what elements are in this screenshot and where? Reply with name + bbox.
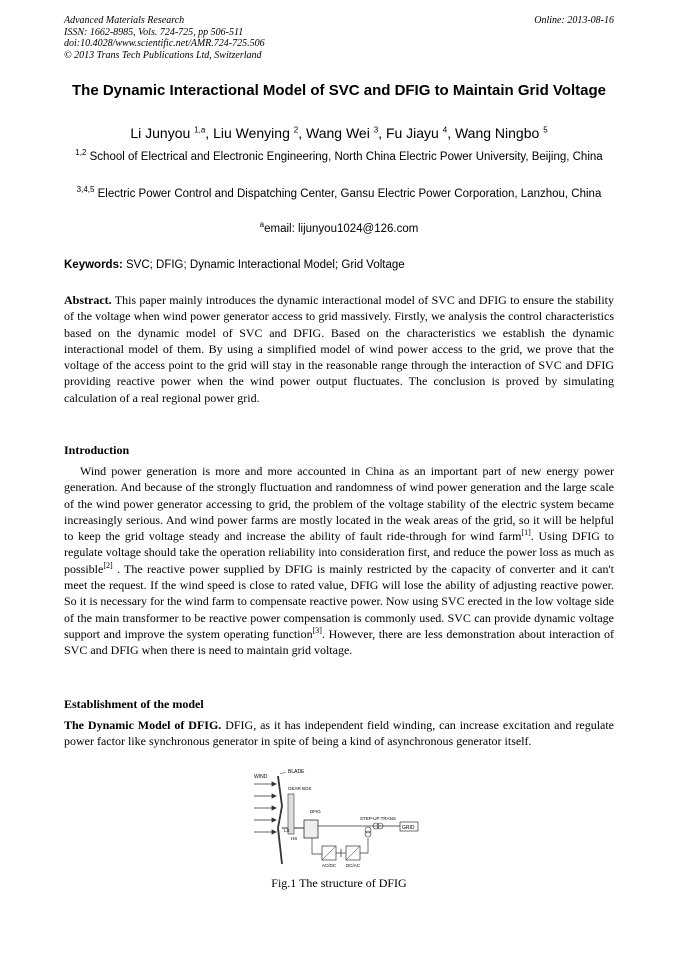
blade-leader: [280, 772, 286, 774]
author-name: Liu Wenying: [213, 125, 290, 141]
stepup-label: STEP-UP TRANS: [360, 816, 396, 821]
author-name: Wang Wei: [306, 125, 370, 141]
journal-header: [64, 15, 265, 61]
affiliation-1: [64, 149, 614, 165]
blade-label: BLADE: [288, 769, 305, 775]
affiliation-text: School of Electrical and Electronic Engineering, North China Electric Power University, Beijing, China: [89, 151, 603, 163]
dfig-structure-figure: [252, 766, 422, 876]
figure-caption: Fig.1 The structure of DFIG: [271, 876, 407, 890]
dfig-text: DFIG, as it has independent field winding, can increase excitation and regulate power factor like synchronous generator in spite of being a kind of asynchronous generator itself.: [64, 718, 615, 749]
intro-text: Wind power generation is more and more accounted in China as an important part of new energy power generation. And because of the strongly fluctuation and randomness of wind power generation and the large scale of the wind power generator accessing to grid, the problem of the voltage stability of the electric system became increasingly serious. And wind power farms are mostly located in the weak areas of the grid, so it will be helpful to keep the grid voltage steady and increase the ability of fault ride-through for wind farm: [64, 464, 614, 544]
dfig-sublabel: The Dynamic Model of DFIG.: [64, 718, 222, 732]
author-sup: 1,a: [194, 125, 206, 135]
author-sup: 3: [373, 125, 379, 135]
abstract: [64, 292, 614, 406]
acdc-label: AC/DC: [322, 863, 337, 868]
email-text: email: lijunyou1024@126.com: [264, 223, 419, 235]
paper-title: The Dynamic Interactional Model of SVC and DFIG to Maintain Grid Voltage: [72, 82, 606, 99]
wind-arrows: [254, 782, 276, 834]
gearbox-label: GEAR BOX: [288, 786, 312, 791]
intro-text: . The reactive power supplied by DFIG is mainly restricted by the capacity of converter and it can't meet the request. If the wind speed is close to rated value, DFIG will lose the ability of adjusting reactive power. So it is necessary for the wind farm to compensate reactive power. Now using SVC erected in the low voltage side of the main transformer to be reactive power compensation is commonly used. SVC can provide dynamic voltage support and improve the system operating function: [64, 561, 614, 641]
abstract-label: Abstract.: [64, 293, 112, 307]
establishment-heading: Establishment of the model: [64, 697, 204, 711]
author-list: Li Junyou $^{1,a}$, Liu Wenying $^2$, Wang Wei $^3$, Fu Jiayu $^4$, Wang Ningbo $^5$: [130, 125, 548, 141]
grid-label: GRID: [402, 825, 415, 831]
introduction-paragraph: [64, 463, 614, 659]
blade-shape: [278, 776, 282, 864]
author-sup: 2: [293, 125, 299, 135]
online-date: Online: 2013-08-16: [534, 15, 614, 26]
introduction-heading: Introduction: [64, 443, 130, 457]
citation-ref: [2]: [103, 560, 113, 570]
issn-line: ISSN: 1662-8985, Vols. 724-725, pp 506-511: [64, 26, 244, 38]
converter-transformer-2: [365, 827, 371, 833]
intro-text: . However, there are less demonstration about interaction of SVC and DFIG when there is need to maintain grid voltage.: [64, 626, 614, 658]
affiliation-text: Electric Power Control and Dispatching Center, Gansu Electric Power Corporation, Lanzhou, China: [97, 188, 602, 200]
author-name: Li Junyou: [130, 125, 191, 141]
intro-text: . Using DFIG to regulate voltage should take the operation reliability into consideration first, and reduce the power loss as much as possible: [64, 529, 614, 576]
author-sup: 5: [543, 125, 548, 135]
affiliation-sup: 1,2: [75, 148, 87, 158]
email-sup: a: [259, 220, 265, 230]
dfig-machine: [304, 820, 318, 838]
doi-line: doi:10.4028/www.scientific.net/AMR.724-725.506: [64, 38, 265, 49]
author-sup: 4: [442, 125, 448, 135]
dcac-label: DC/AC: [346, 863, 361, 868]
converter-output-line: [360, 838, 368, 853]
author-name: Wang Ningbo: [454, 125, 540, 141]
citation-ref: [1]: [521, 528, 531, 538]
keywords: [64, 258, 614, 273]
dfig-paragraph: [64, 717, 614, 750]
ls-label: LS: [284, 828, 290, 833]
email-line: [64, 221, 614, 237]
wind-label: WIND: [254, 774, 268, 780]
author-name: Fu Jiayu: [385, 125, 439, 141]
rotor-line: [312, 838, 322, 854]
citation-ref: [3]: [312, 625, 322, 635]
journal-name: Advanced Materials Research: [64, 15, 185, 26]
hs-label: HS: [291, 836, 298, 841]
abstract-text: This paper mainly introduces the dynamic interactional model of SVC and DFIG to ensure the stability of the voltage when wind power generator access to grid massively. Firstly, we analysis the control characteristics based on the dynamic model of SVC and DFIG. Based on the characteristics we establish the dynamic interactional model of them. By using a simplified model of wind power access to the grid, we prove that the voltage of the access point to the grid will stay in the reasonable range through the interaction of SVC and DFIG providing reactive power when the wind power output fluctuates. The conclusion is proved by simulating calculation of a real regional power grid.: [64, 293, 614, 405]
copyright-line: © 2013 Trans Tech Publications Ltd, Switzerland: [64, 49, 262, 61]
keywords-label: Keywords:: [64, 259, 123, 271]
affiliation-2: [64, 186, 614, 202]
keywords-text: SVC; DFIG; Dynamic Interactional Model; Grid Voltage: [126, 259, 405, 271]
dfig-label: DFIG: [310, 809, 321, 814]
affiliation-sup: 3,4,5: [76, 185, 95, 195]
